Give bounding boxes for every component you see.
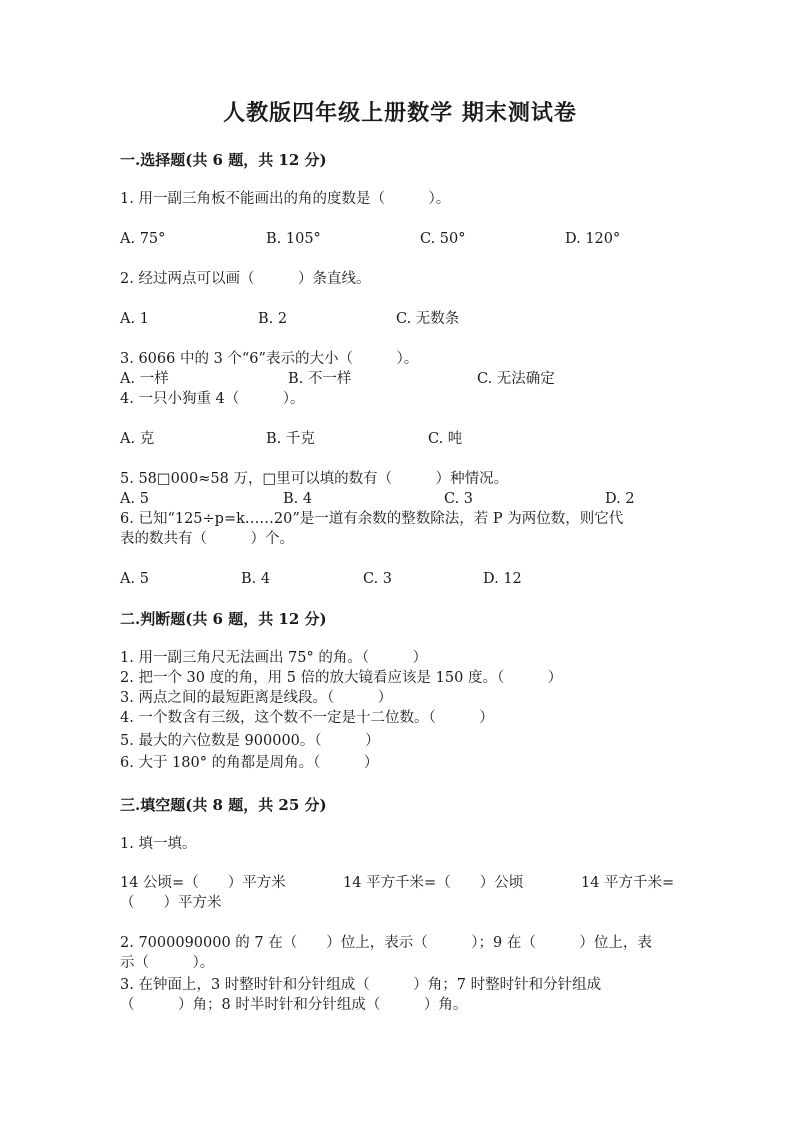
option-b: B. 105°	[266, 231, 321, 247]
option-c: C. 3	[363, 571, 393, 587]
question-text: 2. 经过两点可以画（ ）条直线。	[120, 271, 371, 287]
question-text: 3. 在钟面上，3 时整时针和分针组成（ ）角；7 时整时针和分针组成	[120, 977, 602, 993]
page-title: 人教版四年级上册数学 期末测试卷	[223, 100, 577, 126]
option-b: B. 4	[241, 571, 271, 587]
option-d: D. 12	[483, 571, 522, 587]
fill-part-sqkm: 14 平方千米=	[581, 875, 675, 891]
question-text: 3. 6066 中的 3 个“6”表示的大小（ ）。	[120, 351, 419, 367]
option-c: C. 无法确定	[477, 371, 555, 387]
fill-part-sqkm-hectare: 14 平方千米=（ ）公顷	[343, 875, 524, 891]
option-a: A. 5	[120, 571, 149, 587]
option-a: A. 5	[120, 491, 149, 507]
option-b: B. 千克	[266, 431, 315, 447]
question-text: 2. 7000090000 的 7 在（ ）位上，表示（ ）；9 在（ ）位上，表	[120, 935, 652, 951]
section-heading-judgement: 二.判断题(共 6 题，共 12 分)	[120, 610, 327, 628]
list-item: 5. 最大的六位数是 900000。（ ）	[120, 733, 380, 749]
option-c: C. 3	[444, 491, 474, 507]
option-a: A. 1	[120, 311, 149, 327]
question-text: 4. 一只小狗重 4（ ）。	[120, 391, 305, 407]
option-a: A. 75°	[120, 231, 166, 247]
question-text-continued: 表的数共有（ ）个。	[120, 531, 294, 547]
list-item: 4. 一个数含有三级，这个数不一定是十二位数。（ ）	[120, 710, 494, 726]
option-c: C. 无数条	[396, 311, 460, 327]
section-heading-choice: 一.选择题(共 6 题，共 12 分)	[120, 151, 327, 169]
option-b: B. 不一样	[288, 371, 352, 387]
option-c: C. 50°	[420, 231, 466, 247]
question-text-continued: 示（ ）。	[120, 955, 215, 971]
option-a: A. 一样	[120, 371, 169, 387]
list-item: 2. 把一个 30 度的角，用 5 倍的放大镜看应该是 150 度。（ ）	[120, 670, 563, 686]
option-d: D. 120°	[565, 231, 621, 247]
section-heading-fill-in: 三.填空题(共 8 题，共 25 分)	[120, 796, 327, 814]
question-text: 5. 58□000≈58 万，□里可以填的数有（ ）种情况。	[120, 471, 509, 487]
question-text: 1. 填一填。	[120, 836, 197, 852]
option-c: C. 吨	[428, 431, 463, 447]
question-text-continued: （ ）角；8 时半时针和分针组成（ ）角。	[120, 997, 468, 1013]
option-d: D. 2	[605, 491, 635, 507]
list-item: 6. 大于 180° 的角都是周角。（ ）	[120, 755, 379, 771]
option-b: B. 4	[283, 491, 313, 507]
list-item: 1. 用一副三角尺无法画出 75° 的角。（ ）	[120, 650, 428, 666]
option-b: B. 2	[258, 311, 288, 327]
question-text: 6. 已知“125÷p=k……20”是一道有余数的整数除法，若 P 为两位数，则它代	[120, 511, 624, 527]
fill-part-sqkm-continued: （ ）平方米	[120, 895, 222, 911]
list-item: 3. 两点之间的最短距离是线段。（ ）	[120, 690, 393, 706]
option-a: A. 克	[120, 431, 155, 447]
fill-part-hectare: 14 公顷=（ ）平方米	[120, 875, 286, 891]
question-text: 1. 用一副三角板不能画出的角的度数是（ ）。	[120, 191, 451, 207]
